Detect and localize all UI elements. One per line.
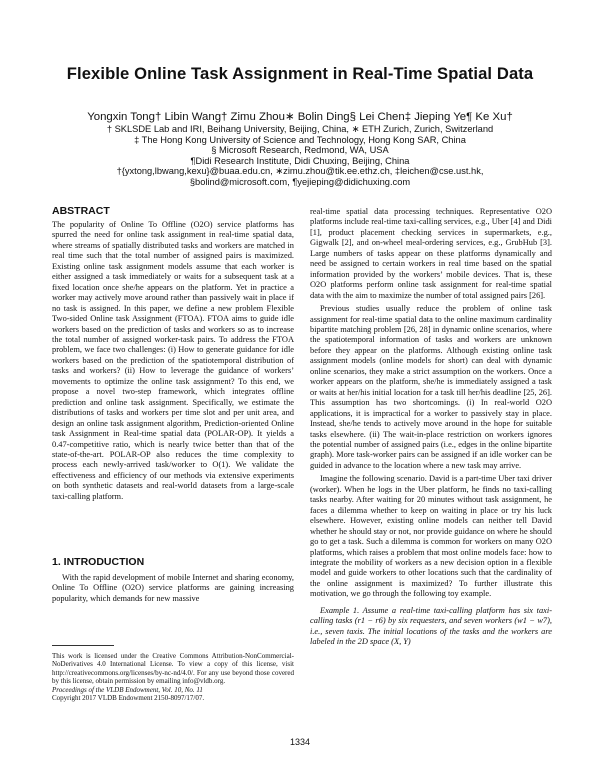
affiliation-line: § Microsoft Research, Redmond, WA, USA [211,145,389,156]
license-text: This work is licensed under the Creative Commons Attribution-NonCommercial-NoDerivatives 4.0 International License. To view a copy of this license, visit http://creativecommons.org/licenses/by-nc-nd/4.0/. For any use beyond those covered by this license, obtain permission by emailing info@vldb.org. [52,652,294,686]
right-body [310,207,552,648]
copyright-text: Copyright 2017 VLDB Endowment 2150-8097/17/07. [52,694,205,703]
affiliation-line: † SKLSDE Lab and IRI, Beihang University, Beijing, China, ∗ ETH Zurich, Zurich, Switzerland [106,124,494,134]
page-number: 1334 [289,737,311,747]
right-paragraph: Previous studies usually reduce the problem of online task assignment for real-time spatial data to the online maximum cardinality bipartite matching problem [26, 28] in dynamic online scenarios, where the spatiotemporal information of tasks and workers are unknown before they appear on the platforms. Although existing online task assignment models (online models for short) can deal with dynamic online scenarios, they make a strict assumption on the workers. Once a worker appears on the platform, she/he is immediately assigned a task or waits at her/his initial location for a task till her/his deadline [25, 26]. This assumption has two shortcomings. (i) In real-world O2O applications, it is impractical for a worker to passively stay in place. Instead, she/he tends to actively move around in the hope for suitable tasks elsewhere. (ii) The wait-in-place restriction on workers ignores the potential number of assigned pairs (i.e., edges in the online bipartite graph). More task-worker pairs can be assigned if an idle worker can be guided in advance to the location where a new task may arrive. [310,304,552,470]
right-paragraph: Imagine the following scenario. David is a part-time Uber taxi driver (worker). When he logs in the Uber platform, he finds no taxi-calling tasks nearby. After waiting for 20 minutes without task assignment, he faces a dilemma whether to keep on waiting in place or try his luck elsewhere. However, existing online models can neither tell David whether he should stay or not, nor provide guidance on where he should go to get a task. Such a dilemma is common for workers on many O2O platforms, which raises a problem that most online models face: how to integrate the mobility of workers as a new decision option in a flexible model and guide workers to other locations such that the cardinality of the online assignment is maximized? To further illustrate this motivation, we go through the following toy example. [310,474,552,599]
intro-paragraph: With the rapid development of mobile Internet and sharing economy, Online To Offline (O2O) service platforms are gaining increasing popularity, which demands for new massive [52,573,294,603]
license-footnote [52,652,294,702]
abstract-text: The popularity of Online To Offline (O2O) service platforms has spurred the need for online task assignment in real-time spatial data, where streams of spatially distributed tasks and workers are matched in real time such that the total number of assigned pairs is maximized. Existing online task assignment models assume that each worker is either assigned a task immediately or waits for a subsequent task at a fixed location once she/he appears on the platform. Yet in practice a worker may actively move around rather than passively wait in place if no task is assigned. In this paper, we define a new problem Flexible Two-sided Online task Assignment (FTOA). FTOA aims to guide idle workers based on the prediction of tasks and workers so as to increase the total number of assigned worker-task pairs. To address the FTOA problem, we face two challenges: (i) How to generate guidance for idle workers based on the prediction of the spatiotemporal distribution of tasks and workers? (ii) How to leverage the guidance of workers’ movements to optimize the online task assignment? To this end, we propose a novel two-step framework, which integrates offline prediction and online task assignment. Specifically, we estimate the distributions of tasks and workers per time slot and per unit area, and design an online task assignment algorithm, Prediction-oriented Online task Assignment in Real-time spatial data (POLAR-OP). It yields a 0.47-competitive ratio, which is nearly twice better than that of the state-of-the-art. POLAR-OP also reduces the time complexity to process each newly-arrived task/worker to O(1). We validate the effectiveness and efficiency of our methods via extensive experiments on both synthetic datasets and real-world datasets from a large-scale taxi-calling platform. [52,220,294,501]
affiliations [0,124,600,188]
author-list: Yongxin Tong† Libin Wang† Zimu Zhou∗ Bolin Ding§ Lei Chen‡ Jieping Ye¶ Ke Xu† [87,111,513,123]
example-paragraph: Example 1. Assume a real-time taxi-calling platform has six taxi-calling tasks (r1 − r6) by six requesters, and seven workers (w1 − w7), i.e., seven taxis. The initial locations of the tasks and the workers are labeled in the 2D space (X, Y) [310,605,552,647]
paper-title: Flexible Online Task Assignment in Real-Time Spatial Data [66,64,534,83]
intro-left-body [52,573,294,604]
footnote-rule [52,645,114,646]
abstract-heading: ABSTRACT [52,205,110,217]
intro-heading: 1. INTRODUCTION [52,556,145,568]
affiliation-line: †{yxtong,lbwang,kexu}@buaa.edu.cn, ∗zimu.zhou@tik.ee.ethz.ch, ‡leichen@cse.ust.hk, [116,166,484,177]
affiliation-line: §bolind@microsoft.com, ¶yejieping@didichuxing.com [189,176,411,187]
abstract-body [52,220,294,502]
proceedings-text: Proceedings of the VLDB Endowment, Vol. 10, No. 11 [52,685,203,694]
affiliation-line: ‡ The Hong Kong University of Science and Technology, Hong Kong SAR, China [134,134,466,145]
right-paragraph: real-time spatial data processing techniques. Representative O2O platforms include real-time taxi-calling services, e.g., Uber [4] and Didi [1], product placement checking services in supermarkets, e.g., Gigwalk [2], and on-wheel meal-ordering services, e.g., GrubHub [3]. Large numbers of tasks appear on these platforms dynamically and need be assigned to certain workers in real time based on the spatial information provided by the workers’ mobile devices. That is, these O2O platforms perform online task assignment for real-time spatial data with the aim to maximize the number of total assigned pairs [26]. [310,207,552,300]
affiliation-line: ¶Didi Research Institute, Didi Chuxing, Beijing, China [190,155,410,166]
